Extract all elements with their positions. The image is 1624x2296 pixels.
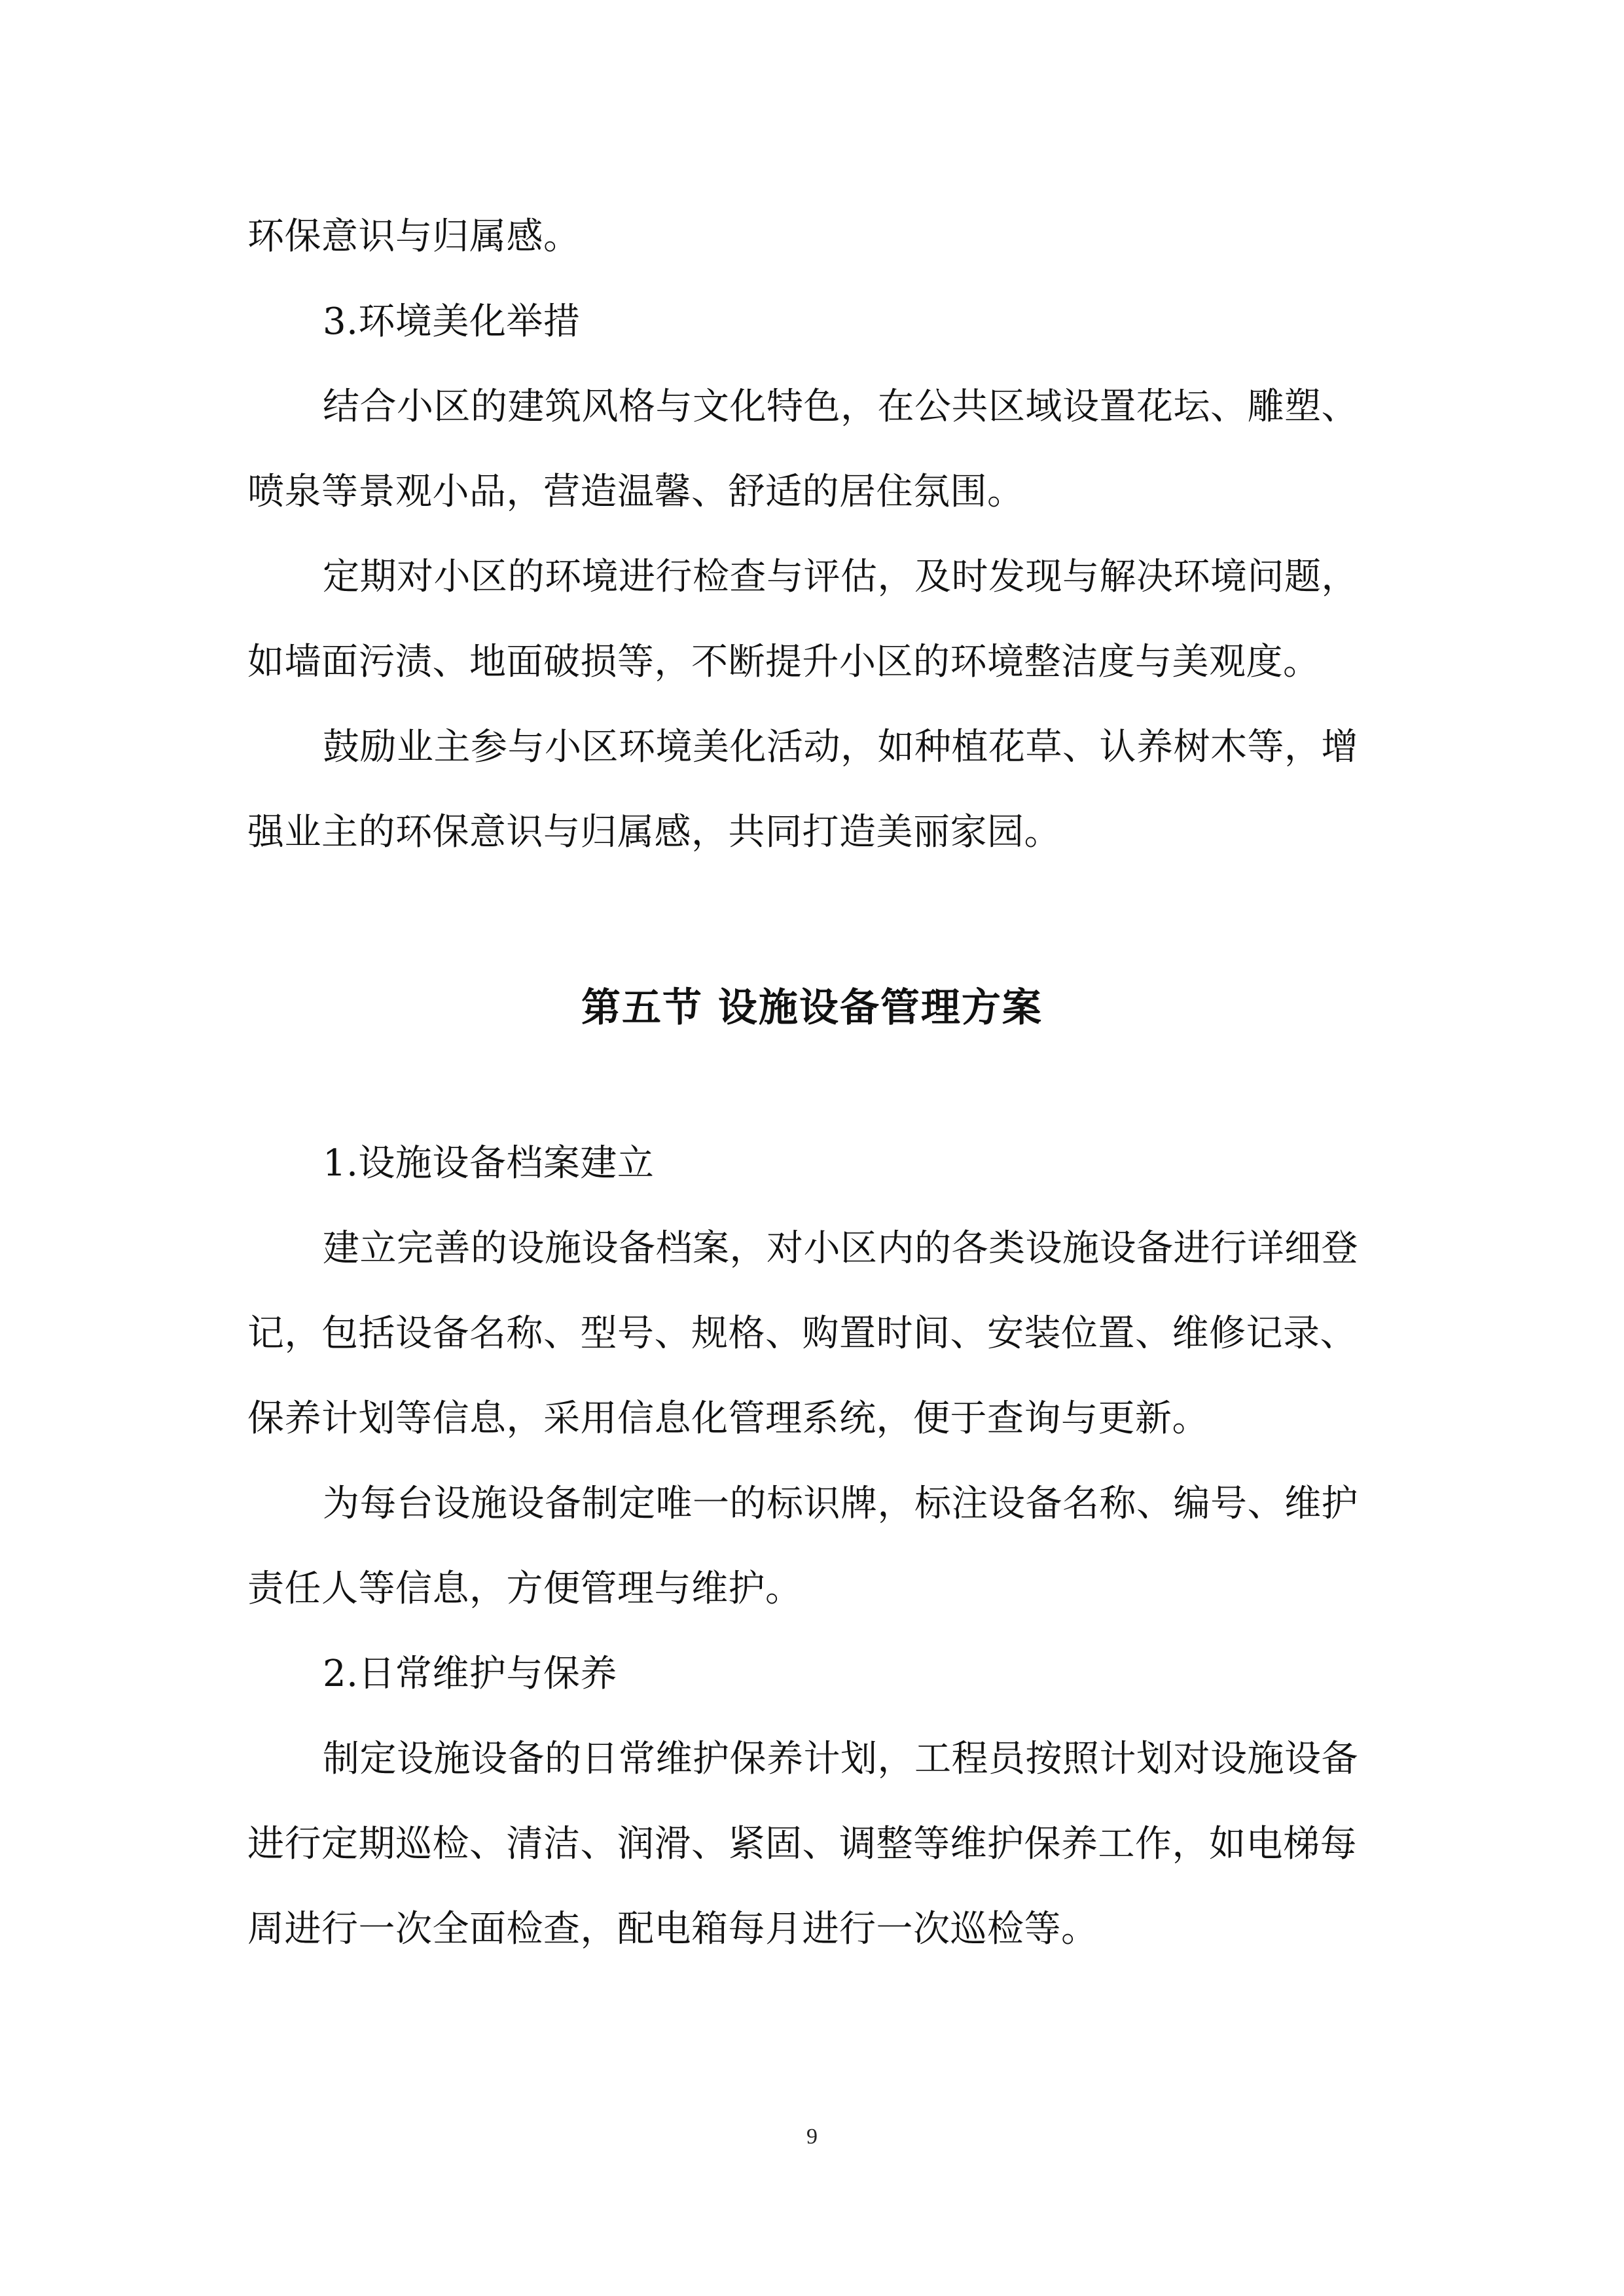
section-title: 第五节 设施设备管理方案: [581, 985, 1043, 1031]
paragraph-line: 周进行一次全面检查，配电箱每月进行一次巡检等。: [247, 1908, 1098, 1950]
paragraph-line: 环保意识与归属感。: [247, 215, 581, 258]
paragraph-line: 为每台设施设备制定唯一的标识牌，标注设备名称、编号、维护: [323, 1482, 1358, 1525]
paragraph-line: 结合小区的建筑风格与文化特色，在公共区域设置花坛、雕塑、: [323, 386, 1358, 428]
paragraph-line: 建立完善的设施设备档案，对小区内的各类设施设备进行详细登: [323, 1227, 1358, 1270]
paragraph-line: 保养计划等信息，采用信息化管理系统，便于查询与更新。: [247, 1397, 1209, 1440]
paragraph-line: 制定设施设备的日常维护保养计划，工程员按照计划对设施设备: [323, 1738, 1358, 1780]
paragraph-line: 如墙面污渍、地面破损等，不断提升小区的环境整洁度与美观度。: [247, 641, 1320, 683]
page-number: 9: [806, 2125, 818, 2149]
item-3-heading: 3.环境美化举措: [323, 300, 581, 343]
paragraph-line: 责任人等信息，方便管理与维护。: [247, 1568, 803, 1610]
paragraph-line: 强业主的环保意识与归属感，共同打造美丽家园。: [247, 811, 1061, 853]
item-2-heading: 2.日常维护与保养: [323, 1653, 617, 1695]
paragraph-line: 定期对小区的环境进行检查与评估，及时发现与解决环境问题，: [323, 556, 1358, 598]
paragraph-line: 鼓励业主参与小区环境美化活动，如种植花草、认养树木等，增: [323, 726, 1358, 768]
paragraph-line: 喷泉等景观小品，营造温馨、舒适的居住氛围。: [247, 471, 1024, 513]
paragraph-line: 记，包括设备名称、型号、规格、购置时间、安装位置、维修记录、: [247, 1312, 1357, 1355]
paragraph-line: 进行定期巡检、清洁、润滑、紧固、调整等维护保养工作，如电梯每: [247, 1823, 1357, 1865]
item-1-heading: 1.设施设备档案建立: [323, 1142, 655, 1185]
